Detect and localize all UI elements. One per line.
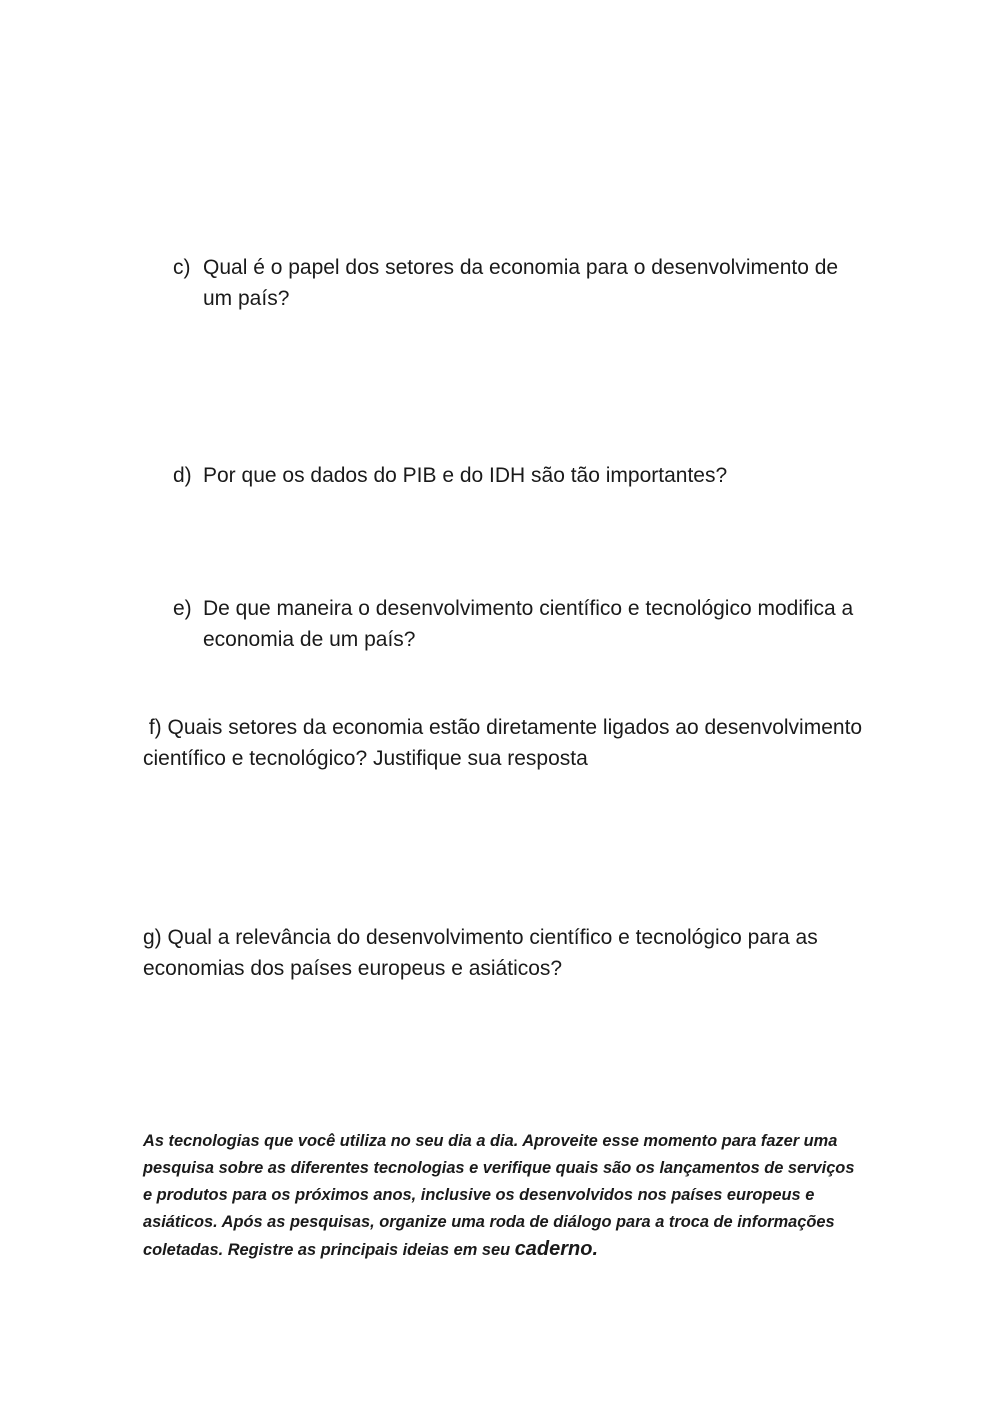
question-d bbox=[173, 460, 863, 491]
question-g bbox=[143, 922, 863, 984]
question-d-text: Por que os dados do PIB e do IDH são tão importantes? bbox=[203, 464, 728, 487]
question-e-label: e) bbox=[173, 597, 192, 620]
question-e-text: De que maneira o desenvolvimento científico e tecnológico modifica a economia de um país? bbox=[203, 597, 854, 651]
question-f bbox=[143, 712, 868, 774]
question-g-text: g) Qual a relevância do desenvolvimento científico e tecnológico para as economias dos países europeus e asiáticos? bbox=[143, 926, 818, 980]
question-f-text: f) Quais setores da economia estão diretamente ligados ao desenvolvimento científico e tecnológico? Justifique sua resposta bbox=[143, 716, 868, 770]
activity-note bbox=[143, 1128, 855, 1264]
activity-note-emphasis: caderno. bbox=[514, 1238, 599, 1260]
question-e bbox=[173, 593, 863, 655]
activity-note-text: As tecnologias que você utiliza no seu dia a dia. Aproveite esse momento para fazer uma pesquisa sobre as diferentes tecnologias e verifique quais são os lançamentos de serviços e produtos para os próximos anos, inclusive os desenvolvidos nos países europeus e asiáticos. Após as pesquisas, organize uma roda de diálogo para a troca de informações coletadas. Registre as principais ideias em seu bbox=[143, 1132, 855, 1259]
question-c bbox=[173, 252, 863, 314]
question-c-label: c) bbox=[173, 256, 191, 279]
question-c-text: Qual é o papel dos setores da economia para o desenvolvimento de um país? bbox=[203, 256, 839, 310]
question-d-label: d) bbox=[173, 464, 192, 487]
